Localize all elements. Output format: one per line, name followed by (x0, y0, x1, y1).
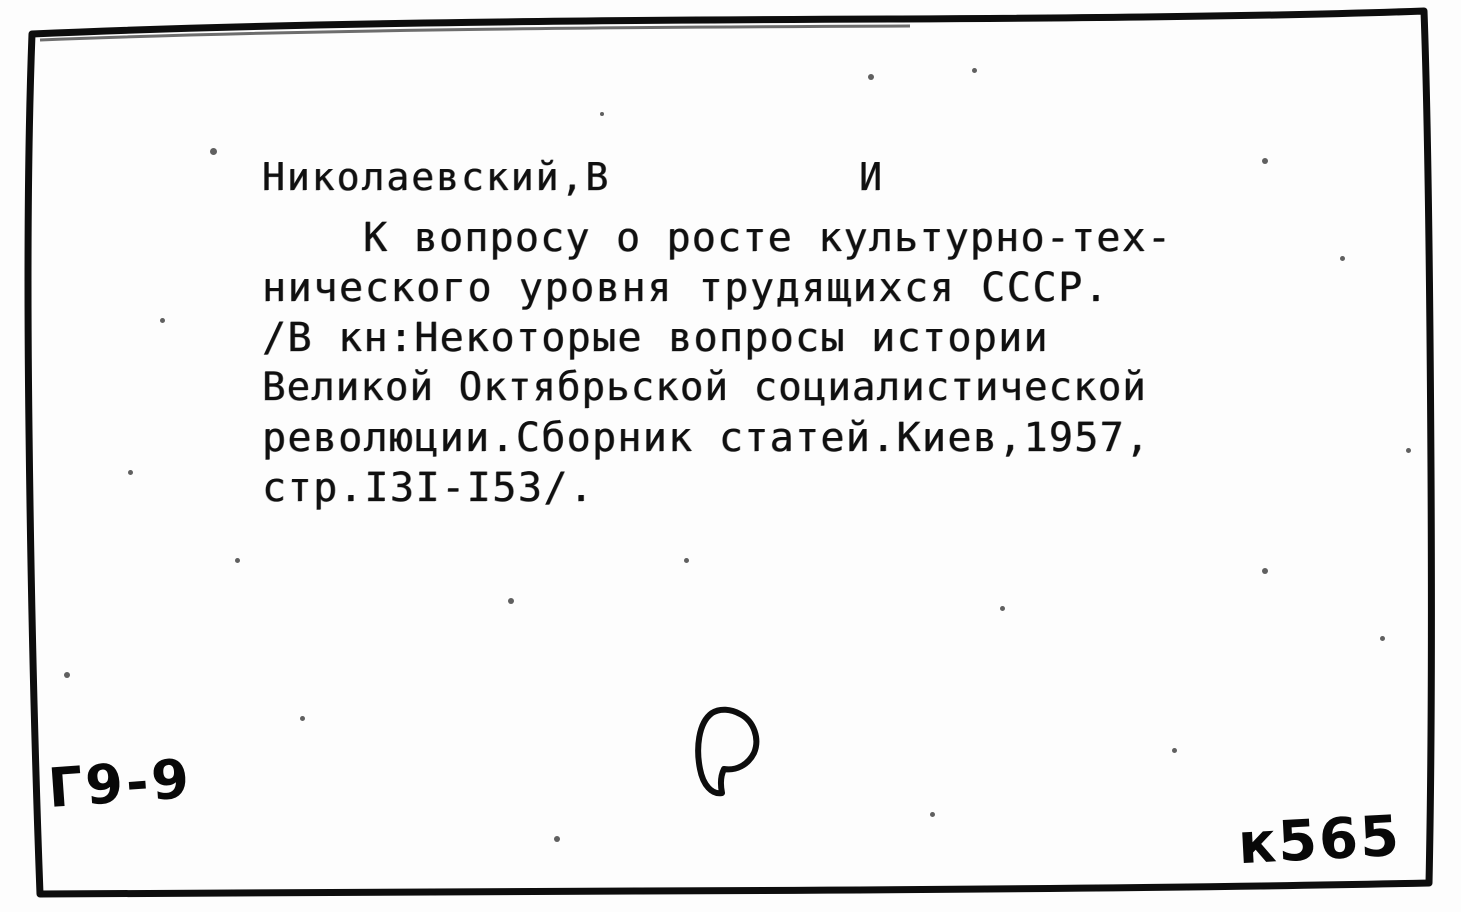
scan-speck (128, 470, 133, 475)
scan-speck (210, 148, 217, 155)
scan-speck (972, 68, 977, 73)
scan-speck (1262, 568, 1268, 574)
scan-speck (1172, 748, 1177, 753)
scan-speck (64, 672, 70, 678)
title-line-3: /В кн:Некоторые вопросы истории (262, 315, 1049, 361)
scan-speck (930, 812, 935, 817)
title-line-5: революции.Сборник статей.Киев,1957, (262, 415, 1151, 461)
scan-speck (600, 112, 604, 116)
scan-speck (160, 318, 165, 323)
scan-speck (1000, 606, 1005, 611)
title-line-2: нического уровня трудящихся СССР. (262, 265, 1110, 311)
bibliographic-text (262, 152, 1392, 513)
title-line-1: К вопросу о росте культурно-тех- (262, 215, 1173, 261)
scan-speck (684, 558, 689, 563)
scan-speck (1262, 158, 1268, 164)
scan-speck (1340, 256, 1345, 261)
scan-speck (868, 74, 874, 80)
title-line-4: Великой Октябрьской социалистической (262, 365, 1147, 410)
scan-speck (300, 716, 305, 721)
author-line: Николаевский,В И (262, 155, 884, 199)
scan-speck (1380, 636, 1385, 641)
scan-speck (554, 836, 560, 842)
shelf-mark: Г9-9 (45, 747, 194, 820)
scan-speck (235, 558, 240, 563)
title-line-6: стр.I3I-I53/. (262, 465, 595, 511)
scan-speck (1406, 448, 1411, 453)
call-number: к565 (1236, 803, 1403, 878)
scan-speck (508, 598, 514, 604)
handwritten-d-glyph (690, 705, 780, 800)
